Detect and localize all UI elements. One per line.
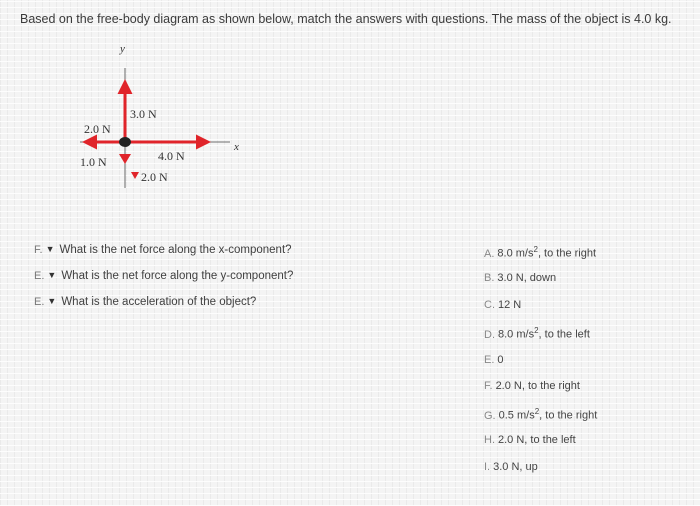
question-text: What is the acceleration of the object? bbox=[61, 296, 257, 308]
question-prompt: Based on the free-body diagram as shown below, match the answers with questions. The mass of the object is 4.0 kg. bbox=[20, 12, 672, 26]
object-body bbox=[119, 137, 131, 147]
selected-answer: E. bbox=[34, 296, 45, 308]
down-force-arrow-upper bbox=[119, 154, 131, 164]
force-label-right: 4.0 N bbox=[158, 149, 185, 163]
force-label-left-lower: 1.0 N bbox=[80, 155, 107, 169]
answer-select[interactable] bbox=[34, 244, 54, 256]
question-text: What is the net force along the y-component? bbox=[61, 270, 294, 282]
answer-option: F. 2.0 N, to the right bbox=[484, 380, 580, 392]
selected-answer: E. bbox=[34, 270, 45, 282]
answer-option: C. 12 N bbox=[484, 299, 522, 311]
chevron-down-icon: ▼ bbox=[47, 296, 57, 306]
y-axis-label: y bbox=[120, 43, 125, 55]
down-force-arrow-lower bbox=[131, 172, 139, 179]
force-label-left-upper: 2.0 N bbox=[84, 122, 111, 136]
question-row bbox=[34, 293, 256, 311]
answer-option: E. 0 bbox=[484, 354, 504, 366]
answer-option: B. 3.0 N, down bbox=[484, 272, 557, 284]
selected-answer: F. bbox=[34, 244, 43, 256]
question-row bbox=[34, 241, 292, 259]
answer-option: H. 2.0 N, to the left bbox=[484, 434, 576, 446]
answer-option: D. 8.0 $m/s^2$, to the left bbox=[484, 326, 590, 341]
answer-select[interactable] bbox=[34, 270, 56, 282]
answer-select[interactable] bbox=[34, 296, 56, 308]
answer-option: A. 8.0 $m/s^2$, to the right bbox=[484, 245, 597, 260]
force-label-down: 2.0 N bbox=[141, 170, 168, 184]
question-text: What is the net force along the x-component? bbox=[59, 244, 292, 256]
chevron-down-icon: ▼ bbox=[45, 244, 55, 254]
answer-option: G. 0.5 $m/s^2$, to the right bbox=[484, 407, 598, 422]
free-body-diagram bbox=[70, 38, 270, 198]
answer-option: I. 3.0 N, up bbox=[484, 461, 538, 473]
x-axis-label: x bbox=[234, 141, 239, 153]
question-row bbox=[34, 267, 293, 285]
chevron-down-icon: ▼ bbox=[47, 270, 57, 280]
force-label-up: 3.0 N bbox=[130, 107, 157, 121]
